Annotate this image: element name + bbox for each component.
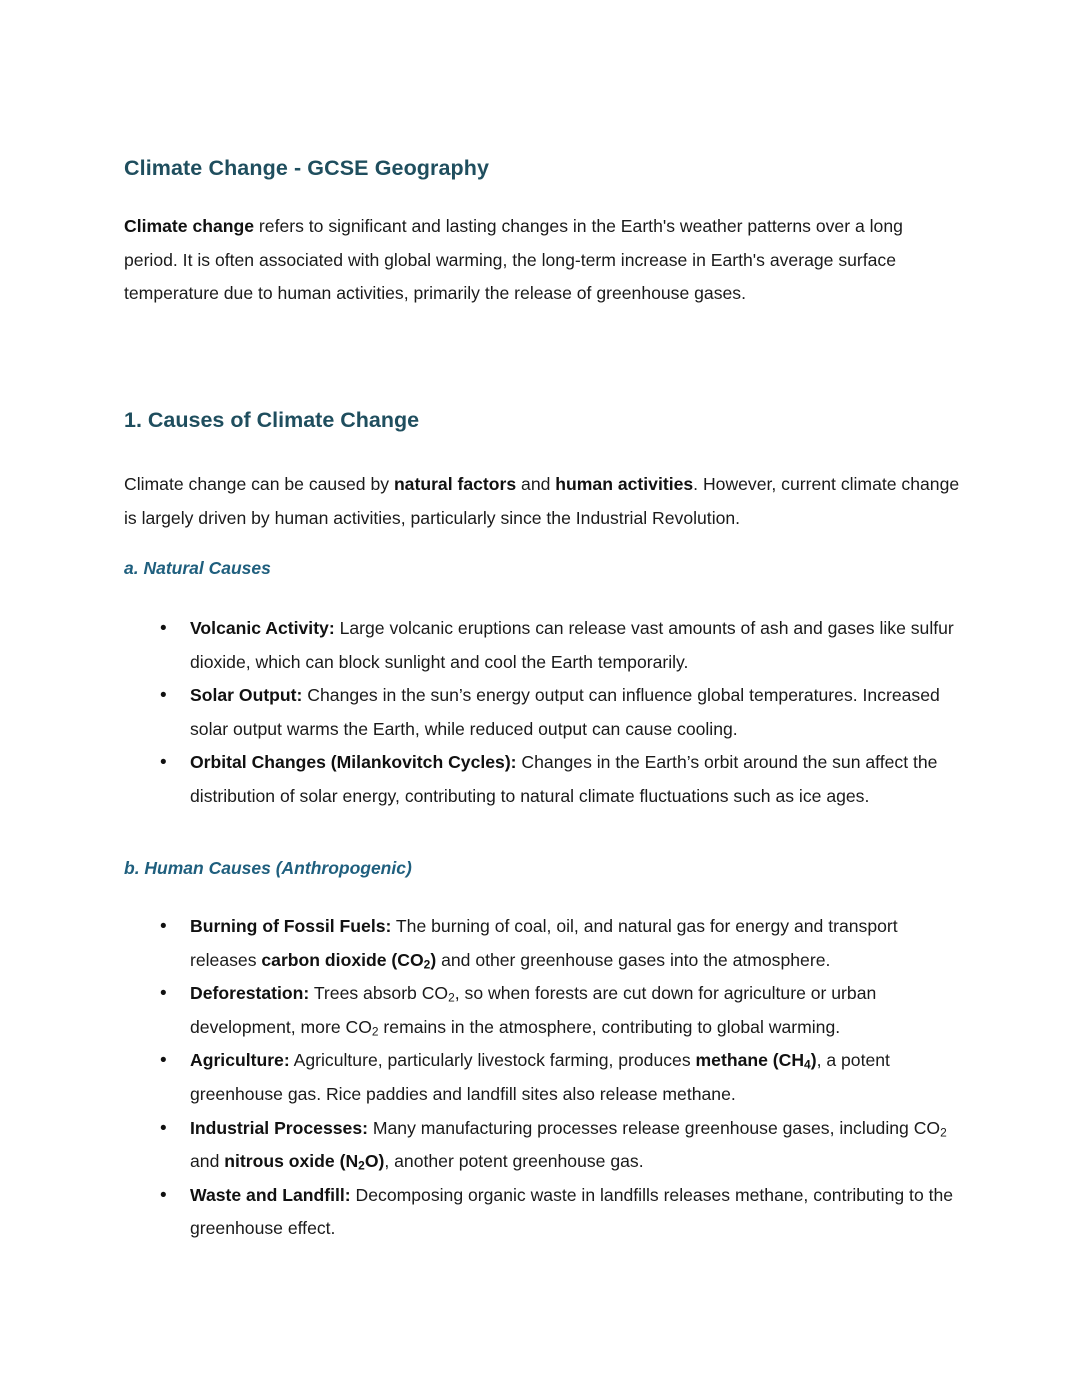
natural-causes-list — [124, 612, 962, 814]
bullet-term-volcanic-activity: Volcanic Activity: — [190, 618, 335, 638]
bullet-term-orbital-changes: Orbital Changes (Milankovitch Cycles): — [190, 752, 517, 773]
bullet-term-agriculture: Agriculture: — [190, 1050, 290, 1071]
list-item — [124, 612, 962, 679]
list-item — [124, 910, 962, 977]
chemical-subscript: 2 — [358, 1158, 365, 1173]
causes-intro-part-3: . However, current climate change is largely driven by human activities, particularly since the Industrial Revolution. — [124, 474, 960, 528]
list-item — [124, 746, 962, 813]
page-title: Climate Change - GCSE Geography — [124, 156, 490, 180]
bullet-text-waste-and-landfill: Decomposing organic waste in landfills releases methane, contributing to the greenhouse effect. — [190, 1184, 954, 1239]
intro-body-text: refers to significant and lasting changes in the Earth's weather patterns over a long period. It is often associated with global warming, the long-term increase in Earth's average surface temperature due to human activities, primarily the release of greenhouse gases. — [124, 216, 903, 303]
intro-paragraph — [124, 210, 954, 311]
list-item — [124, 977, 962, 1044]
bullet-term-waste-and-landfill: Waste and Landfill: — [190, 1184, 351, 1205]
list-item — [124, 1179, 962, 1246]
chemical-subscript: 4 — [804, 1058, 811, 1072]
chemical-subscript: 2 — [423, 957, 431, 972]
list-item — [124, 679, 962, 746]
bullet-text-industrial-processes-part-3: , another potent greenhouse gas. — [384, 1151, 644, 1172]
bullet-text-solar-output: Changes in the sun’s energy output can influence global temperatures. Increased solar output warms the Earth, while reduced output can cause cooling. — [190, 685, 940, 739]
bullet-text-volcanic-activity: Large volcanic eruptions can release vast amounts of ash and gases like sulfur dioxide, which can block sunlight and cool the Earth temporarily. — [190, 618, 954, 672]
bullet-term-solar-output: Solar Output: — [190, 685, 303, 706]
list-item — [124, 1044, 962, 1111]
chemical-subscript: 2 — [940, 1125, 947, 1140]
causes-intro-bold-natural-factors: natural factors — [393, 474, 517, 494]
bullet-bold-nitrous-oxide: nitrous oxide $(N_2O)$ — [224, 1151, 385, 1173]
bullet-text-burning-fossil-fuels-part-3: and other greenhouse gases into the atmosphere. — [436, 949, 831, 970]
subsection-heading-natural-causes: a. Natural Causes — [124, 558, 271, 578]
causes-intro-bold-human-activities: human activities — [555, 474, 694, 494]
bullet-text-burning-fossil-fuels-part-1: The burning of coal, oil, and natural gas for energy and transport releases — [190, 916, 898, 970]
bullet-text-industrial-processes-part-1: Many manufacturing processes release greenhouse gases, including $CO_2$ and — [190, 1117, 947, 1172]
bullet-term-industrial-processes: Industrial Processes: — [190, 1117, 368, 1138]
bullet-text-orbital-changes: Changes in the Earth’s orbit around the sun affect the distribution of solar energy, contributing to natural climate fluctuations such as ice ages. — [190, 752, 938, 806]
bullet-bold-methane: methane $(CH_4)$ — [695, 1050, 817, 1072]
list-item — [124, 1112, 962, 1179]
chemical-subscript: 2 — [448, 990, 455, 1005]
section-heading-causes: 1. Causes of Climate Change — [124, 408, 420, 432]
bullet-text-agriculture-part-1: Agriculture, particularly livestock farming, produces — [289, 1050, 696, 1071]
bullet-text-deforestation: Trees absorb $CO_2$, so when forests are cut down for agriculture or urban development, more $CO_2$ remains in the atmosphere, contributing to global warming. — [190, 983, 877, 1039]
causes-intro-part-2: and — [516, 474, 556, 494]
bullet-term-deforestation: Deforestation: — [190, 983, 310, 1004]
causes-intro-part-1: Climate change can be caused by — [124, 474, 394, 494]
intro-lead-term: Climate change — [124, 216, 255, 236]
bullet-bold-carbon-dioxide: carbon dioxide $(CO_2)$ — [261, 949, 437, 972]
chemical-subscript: 2 — [371, 1024, 379, 1039]
subsection-heading-human-causes: b. Human Causes (Anthropogenic) — [124, 858, 412, 878]
causes-intro-paragraph — [124, 468, 962, 535]
bullet-term-burning-fossil-fuels: Burning of Fossil Fuels: — [190, 916, 392, 936]
bullet-text-agriculture-part-3: , a potent greenhouse gas. Rice paddies and landfill sites also release methane. — [190, 1050, 890, 1104]
human-causes-list — [124, 910, 962, 1246]
